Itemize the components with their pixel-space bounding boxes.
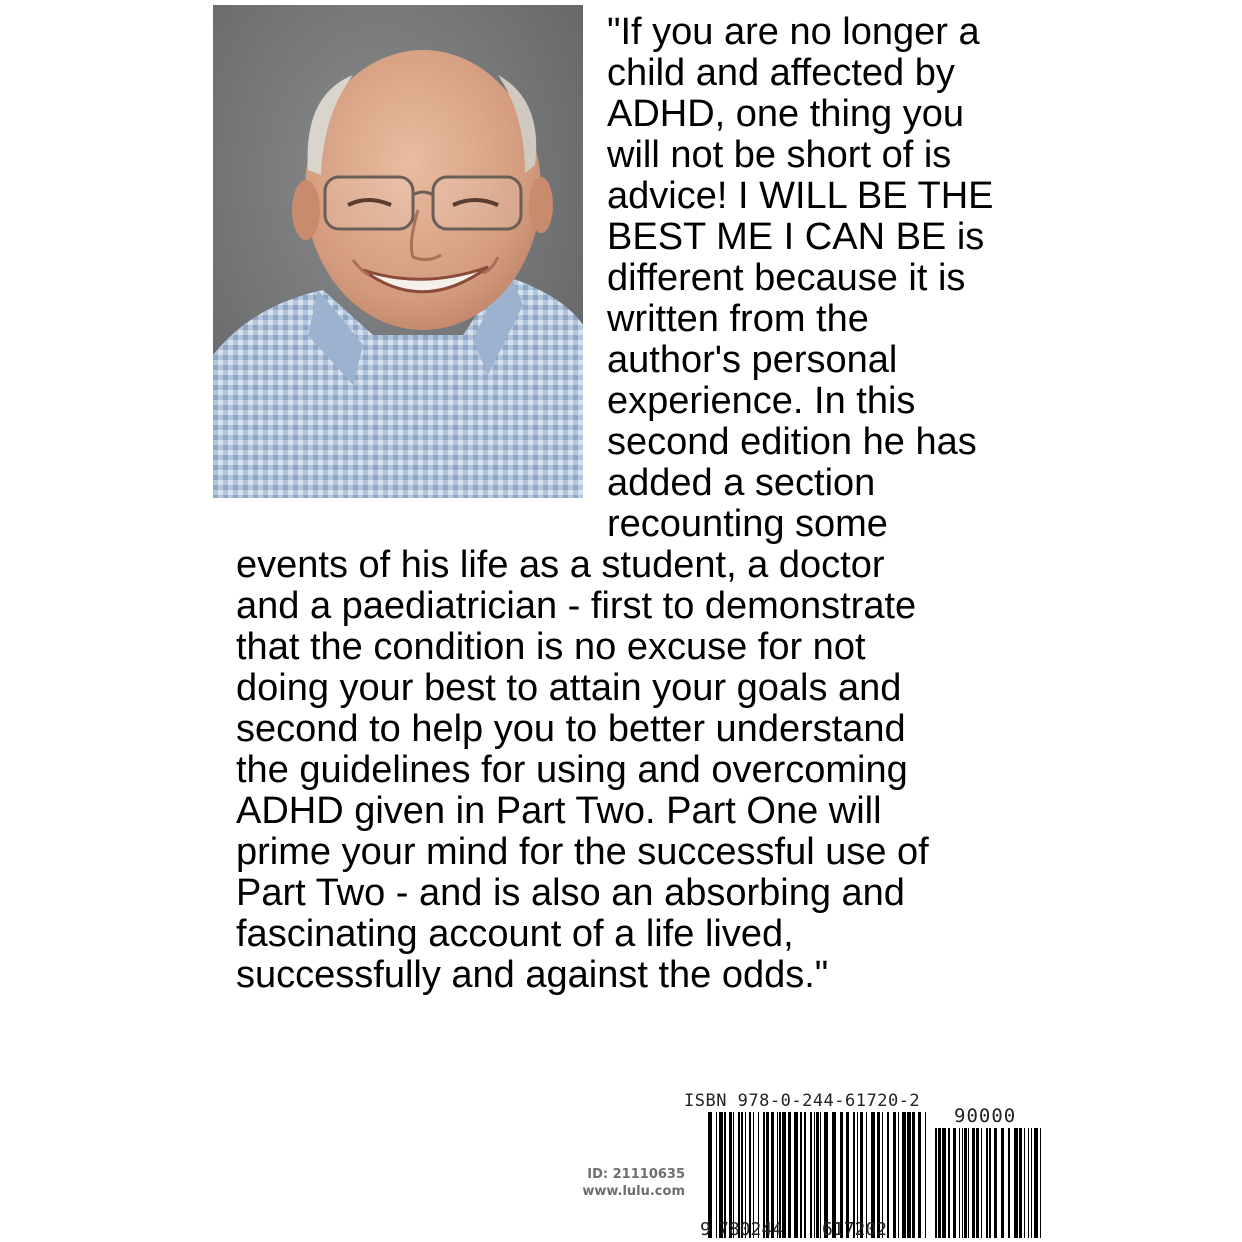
- barcode-bar: [716, 1112, 717, 1238]
- blurb-line: different because it is: [607, 257, 966, 299]
- barcode-bar: [925, 1112, 926, 1238]
- blurb-line: second edition he has: [607, 421, 977, 463]
- barcode-bar: [1001, 1128, 1004, 1238]
- blurb-line: doing your best to attain your goals and: [236, 667, 902, 709]
- blurb-line: Part Two - and is also an absorbing and: [236, 872, 905, 914]
- barcode-bar: [788, 1112, 791, 1238]
- blurb-line: fascinating account of a life lived,: [236, 913, 794, 955]
- barcode-bar: [804, 1112, 806, 1238]
- lulu-id: ID: 21110635: [587, 1167, 685, 1182]
- barcode-bar: [1008, 1128, 1010, 1238]
- barcode-digit-first: 9: [700, 1219, 711, 1240]
- barcode-bar: [893, 1112, 896, 1238]
- barcode-bar: [1034, 1128, 1038, 1238]
- blurb-line: "If you are no longer a: [607, 11, 980, 53]
- barcode-bar: [918, 1112, 921, 1238]
- barcode-bar: [942, 1128, 946, 1238]
- price-code: 90000: [954, 1105, 1017, 1127]
- barcode-bar: [816, 1112, 819, 1238]
- blurb-line: added a section: [607, 462, 876, 504]
- blurb-line: and a paediatrician - first to demonstrate: [236, 585, 917, 627]
- blurb-line: events of his life as a student, a doctor: [236, 544, 885, 586]
- lulu-id-block: [545, 1166, 685, 1200]
- barcode-bar: [794, 1112, 798, 1238]
- barcode-bar: [1019, 1128, 1022, 1238]
- barcode-bar: [1024, 1128, 1025, 1238]
- blurb-line: written from the: [607, 298, 869, 340]
- blurb-line: advice! I WILL BE THE: [607, 175, 994, 217]
- barcode-bar: [968, 1128, 969, 1238]
- barcode-bar: [989, 1128, 991, 1238]
- barcode-bar: [1028, 1128, 1029, 1238]
- blurb-line: second to help you to better understand: [236, 708, 906, 750]
- blurb-line: recounting some: [607, 503, 888, 545]
- barcode-bar: [820, 1112, 821, 1238]
- blurb-text-right: [607, 12, 1047, 545]
- blurb-line: ADHD, one thing you: [607, 93, 964, 135]
- barcode-bar: [972, 1128, 975, 1238]
- lulu-url: www.lulu.com: [582, 1184, 685, 1199]
- barcode-bar: [994, 1128, 997, 1238]
- barcode-bar: [898, 1112, 899, 1238]
- barcode-bar: [948, 1128, 950, 1238]
- blurb-line: that the condition is no excuse for not: [236, 626, 866, 668]
- barcode-bar: [986, 1128, 988, 1238]
- barcode-bar: [964, 1128, 967, 1238]
- blurb-line: author's personal: [607, 339, 898, 381]
- barcode-bar: [938, 1128, 941, 1238]
- blurb-line: the guidelines for using and overcoming: [236, 749, 908, 791]
- blurb-line: prime your mind for the successful use of: [236, 831, 929, 873]
- barcode-bar: [976, 1128, 979, 1238]
- blurb-line: experience. In this: [607, 380, 916, 422]
- barcode-bar: [887, 1112, 889, 1238]
- barcode-bar: [902, 1112, 906, 1238]
- barcode-bar: [1014, 1128, 1018, 1238]
- blurb-line: child and affected by: [607, 52, 955, 94]
- barcode-addon: [935, 1128, 1041, 1238]
- barcode-digits-left: 780244: [718, 1219, 784, 1240]
- blurb-line: ADHD given in Part Two. Part One will: [236, 790, 882, 832]
- barcode-bar: [912, 1112, 915, 1238]
- isbn-text: ISBN 978-0-244-61720-2: [684, 1091, 921, 1111]
- barcode-bar: [953, 1128, 956, 1238]
- barcode-bar: [907, 1112, 911, 1238]
- barcode-bar: [981, 1128, 982, 1238]
- blurb-line: BEST ME I CAN BE is: [607, 216, 985, 258]
- barcode-bar: [935, 1128, 937, 1238]
- barcode-bar: [810, 1112, 812, 1238]
- barcode-bar: [1040, 1128, 1041, 1238]
- barcode-digits-right: 617202: [822, 1219, 888, 1240]
- blurb-line: successfully and against the odds.": [236, 954, 829, 996]
- barcode-bar: [959, 1128, 960, 1238]
- author-photo: [213, 5, 583, 498]
- blurb-line: will not be short of is: [607, 134, 952, 176]
- barcode-bar: [962, 1128, 963, 1238]
- barcode-bar: [814, 1112, 815, 1238]
- blurb-text-full: [236, 545, 1036, 996]
- barcode-bar: [1031, 1128, 1032, 1238]
- barcode-bar: [800, 1112, 802, 1238]
